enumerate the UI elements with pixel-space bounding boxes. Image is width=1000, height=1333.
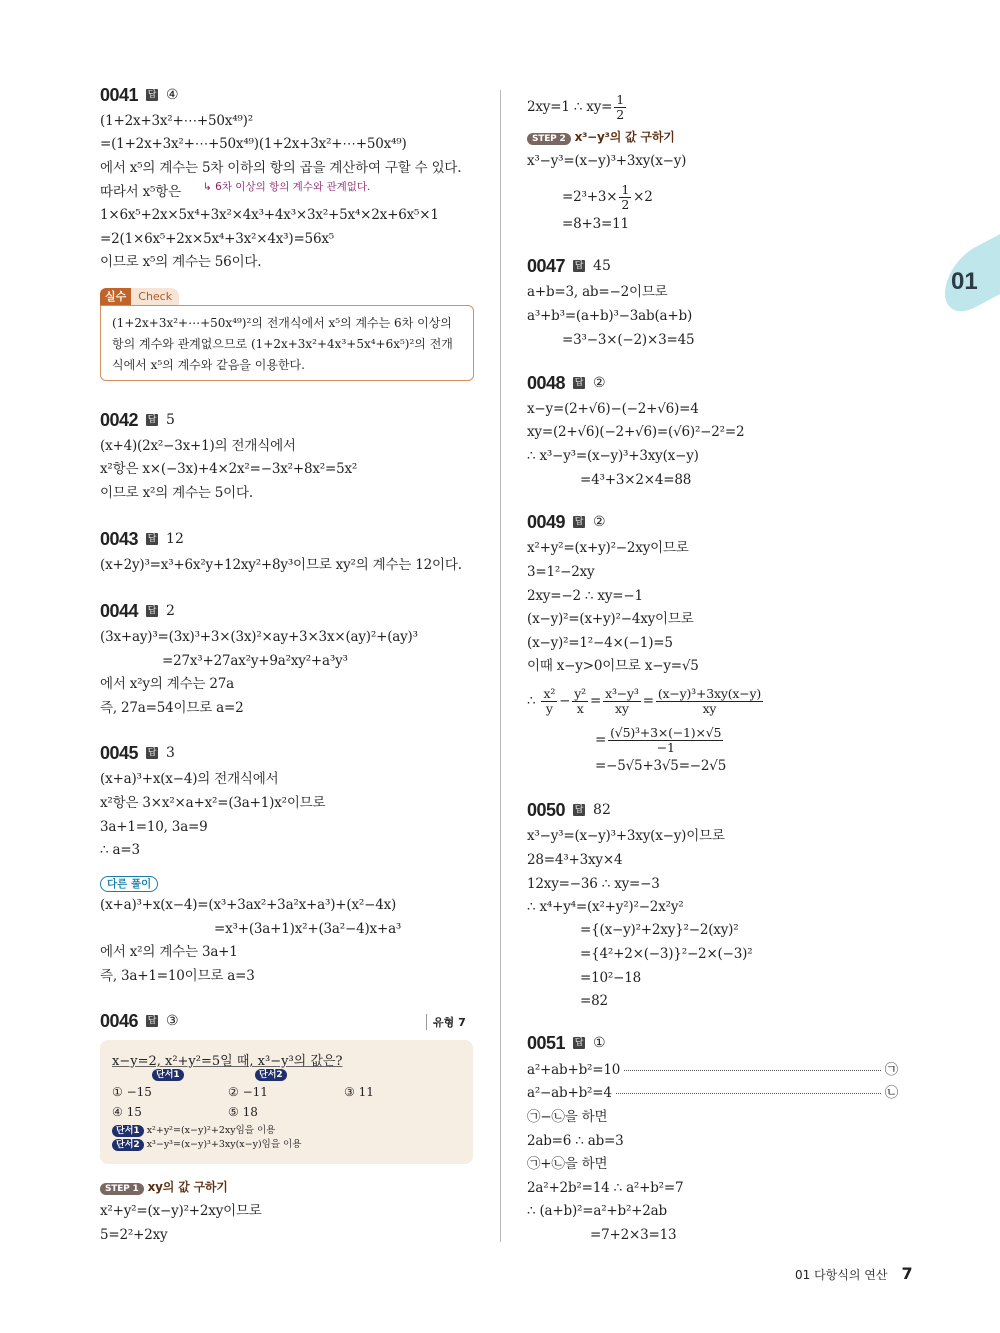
- solution-line: =4³+3×2×4=88: [580, 472, 692, 488]
- fraction: [572, 687, 588, 716]
- solution-line: x−y=(2+√6)−(−2+√6)=4: [527, 401, 699, 417]
- step-title: xy의 값 구하기: [147, 1180, 228, 1194]
- problem-header: [100, 409, 175, 431]
- solution-line: =2(1×6x⁵+2x×5x⁴+3x²×4x³)=56x⁵: [100, 231, 334, 247]
- answer-icon: 답: [574, 517, 584, 527]
- hint-badge: 단서1: [112, 1125, 144, 1137]
- step-badge: STEP 2: [527, 133, 571, 145]
- solution-line: xy=(2+√6)(−2+√6)=(√6)²−2²=2: [527, 424, 745, 440]
- hint-text: x³−y³=(x−y)³+3xy(x−y)임을 이용: [146, 1139, 302, 1150]
- solution-line: ㉠−㉡을 하면: [527, 1109, 608, 1125]
- solution-line: [562, 183, 653, 212]
- answer-icon: 답: [147, 415, 157, 425]
- equation-text: a²+ab+b²=10: [527, 1062, 621, 1078]
- solution-line: 이때 x−y>0이므로 x−y=√5: [527, 658, 699, 674]
- hint-row: [112, 1124, 461, 1138]
- check-box-text: (1+2x+3x²+⋯+50x⁴⁹)²의 전개식에서 x⁵의 계수는 6차 이상의 항의 계수와 관계없으므로 (1+2x+3x²+4x³+5x⁴+6x⁵)²의 전개식에서 x⁵의 계수와 같음을 이용한다.: [100, 305, 474, 381]
- denominator: xy: [615, 701, 629, 716]
- answer-icon: 답: [574, 261, 584, 271]
- solution-line: =10²−18: [580, 970, 641, 986]
- solution-line: 3=1²−2xy: [527, 564, 595, 580]
- problem-box: [100, 1040, 473, 1164]
- answer-value: 5: [166, 412, 175, 428]
- footer-chapter: 01 다항식의 연산: [795, 1268, 888, 1282]
- solution-line: =8+3=11: [562, 216, 629, 232]
- hint-text: x²+y²=(x−y)²+2xy임을 이용: [146, 1125, 276, 1136]
- problem-number: 0050: [527, 799, 566, 820]
- numerator: 1: [616, 92, 625, 107]
- solution-line: 즉, 3a+1=10이므로 a=3: [100, 968, 255, 984]
- math-text: 2xy=1 ∴ xy=: [527, 99, 613, 115]
- solution-line: 3a+1=10, 3a=9: [100, 819, 208, 835]
- solution-line: 1×6x⁵+2x×5x⁴+3x²×4x³+4x³×3x²+5x⁴×2x+6x⁵×1: [100, 207, 439, 223]
- hint-badge: 단서2: [112, 1139, 144, 1151]
- solution-line: (x−y)²=1²−4×(−1)=5: [527, 635, 673, 651]
- fraction: [656, 687, 763, 716]
- problem-number: 0049: [527, 511, 566, 532]
- answer-value: ③: [166, 1013, 179, 1029]
- problem-number: 0045: [100, 742, 139, 763]
- denominator: −1: [656, 740, 675, 755]
- answer-icon: 답: [147, 90, 157, 100]
- solution-line: (x+a)³+x(x−4)=(x³+3ax²+3a²x+a³)+(x²−4x): [100, 897, 397, 913]
- step-heading: [100, 1177, 228, 1197]
- choice-option: ⑤ 18: [228, 1105, 258, 1119]
- column-divider: [500, 90, 501, 1242]
- denominator: 2: [616, 107, 625, 122]
- denominator: y: [545, 701, 553, 716]
- solution-line: ∴ x³−y³=(x−y)³+3xy(x−y): [527, 448, 699, 464]
- choice-option: ② −11: [228, 1085, 268, 1099]
- math-text: −: [559, 693, 571, 709]
- solution-line: [527, 1083, 898, 1103]
- solution-line: 이므로 x⁵의 계수는 56이다.: [100, 254, 262, 270]
- math-text: =: [595, 732, 607, 748]
- solution-line: 5=2²+2xy: [100, 1227, 168, 1243]
- solution-line: 즉, 27a=54이므로 a=2: [100, 700, 244, 716]
- problem-number: 0048: [527, 372, 566, 393]
- problem-number: 0046: [100, 1010, 139, 1031]
- clue-badges: [112, 1069, 461, 1082]
- solution-line: ={(x−y)²+2xy}²−2(xy)²: [580, 922, 739, 938]
- fraction: [614, 93, 626, 122]
- page-number: 7: [901, 1264, 913, 1283]
- problem-number: 0051: [527, 1032, 566, 1053]
- answer-value: ④: [166, 87, 179, 103]
- answer-icon: 답: [574, 1038, 584, 1048]
- solution-line: 2ab=6 ∴ ab=3: [527, 1133, 624, 1149]
- problem-header: [100, 742, 175, 764]
- fraction: [603, 687, 641, 716]
- problem-question: x−y=2, x²+y²=5일 때, x³−y³의 값은?: [112, 1054, 343, 1069]
- problem-number: 0044: [100, 600, 139, 621]
- choice-option: ④ 15: [112, 1105, 142, 1119]
- solution-line: (x−y)²=(x+y)²−4xy이므로: [527, 611, 694, 627]
- solution-line: =7+2×3=13: [590, 1227, 677, 1243]
- problem-number: 0043: [100, 528, 139, 549]
- problem-number: 0047: [527, 255, 566, 276]
- hint-row: [112, 1138, 461, 1152]
- denominator: xy: [702, 701, 717, 716]
- numerator: (√5)³+3×(−1)×√5: [610, 725, 722, 740]
- problem-header: [527, 255, 611, 277]
- equation-text: a²−ab+b²=4: [527, 1085, 612, 1101]
- solution-line: [595, 726, 725, 755]
- solution-line: x²+y²=(x−y)²+2xy이므로: [100, 1203, 262, 1219]
- answer-value: ①: [593, 1035, 606, 1051]
- answer-value: 45: [593, 258, 611, 274]
- solution-line: 2xy=−2 ∴ xy=−1: [527, 588, 643, 604]
- solution-line: =−5√5+3√5=−2√5: [595, 758, 727, 774]
- problem-number: 0042: [100, 409, 139, 430]
- choices: [112, 1082, 461, 1122]
- equation-marker: ㉡: [884, 1085, 899, 1101]
- solution-line: [527, 93, 628, 122]
- problem-number: 0041: [100, 84, 139, 105]
- fraction: [541, 687, 557, 716]
- numerator: x²: [543, 686, 556, 701]
- problem-type-tag: 유형 7: [426, 1014, 466, 1030]
- solution-line: =3³−3×(−2)×3=45: [562, 332, 695, 348]
- math-text: =: [642, 693, 654, 709]
- solution-line: x²항은 3×x²×a+x²=(3a+1)x²이므로: [100, 795, 326, 811]
- answer-value: ②: [593, 375, 606, 391]
- solution-line: ∴ a=3: [100, 842, 140, 858]
- answer-icon: 답: [147, 748, 157, 758]
- solution-line: a+b=3, ab=−2이므로: [527, 284, 668, 300]
- clue-badge: 단서1: [152, 1069, 184, 1081]
- solution-line: ㉠+㉡을 하면: [527, 1156, 608, 1172]
- answer-value: 12: [166, 531, 184, 547]
- problem-header: [100, 600, 175, 622]
- page-footer: [795, 1264, 913, 1283]
- denominator: 2: [621, 197, 630, 212]
- solution-line: (1+2x+3x²+⋯+50x⁴⁹)²: [100, 113, 253, 129]
- solution-line: 이므로 x²의 계수는 5이다.: [100, 485, 253, 501]
- math-text: ×2: [633, 189, 653, 205]
- check-tag: 실수: [100, 288, 131, 305]
- answer-icon: 답: [147, 606, 157, 616]
- choice-option: ① −15: [112, 1085, 152, 1099]
- check-label: Check: [131, 288, 179, 305]
- solution-line: =x³+(3a+1)x²+(3a²−4)x+a³: [214, 921, 402, 937]
- solution-line: ={4²+2×(−3)}²−2×(−3)²: [580, 946, 753, 962]
- step-badge: STEP 1: [100, 1183, 144, 1195]
- problem-header: [527, 1032, 606, 1054]
- answer-icon: 답: [574, 805, 584, 815]
- problem-header: [527, 372, 606, 394]
- answer-value: ②: [593, 514, 606, 530]
- answer-value: 82: [593, 802, 611, 818]
- step-title: x³−y³의 값 구하기: [574, 130, 675, 144]
- solution-line: x³−y³=(x−y)³+3xy(x−y): [527, 153, 687, 169]
- choice-option: ③ 11: [344, 1085, 374, 1099]
- solution-line: [527, 1060, 898, 1080]
- equation-marker: ㉠: [884, 1062, 898, 1078]
- clue-badge: 단서2: [255, 1069, 287, 1081]
- solution-line: [527, 687, 765, 716]
- numerator: 1: [621, 182, 630, 197]
- math-text: =2³+3×: [562, 189, 618, 205]
- solution-line: (3x+ay)³=(3x)³+3×(3x)²×ay+3×3x×(ay)²+(ay)³: [100, 629, 418, 645]
- answer-value: 3: [166, 745, 175, 761]
- dotted-leader: [624, 1070, 881, 1071]
- check-tab: [100, 288, 179, 305]
- hints: [112, 1124, 461, 1152]
- denominator: x: [576, 701, 584, 716]
- fraction: [619, 183, 631, 212]
- solution-line: 따라서 x⁵항은: [100, 184, 181, 200]
- solution-line: ∴ x⁴+y⁴=(x²+y²)²−2x²y²: [527, 899, 684, 915]
- answer-icon: 답: [147, 1016, 157, 1026]
- solution-line: x³−y³=(x−y)³+3xy(x−y)이므로: [527, 828, 725, 844]
- chapter-side-tab-label: 01: [951, 268, 978, 295]
- answer-icon: 답: [147, 534, 157, 544]
- annotation-note: ↳ 6차 이상의 항의 계수와 관계없다.: [203, 181, 371, 193]
- solution-line: =27x³+27ax²y+9a²xy²+a³y³: [162, 653, 348, 669]
- solution-line: ∴ (a+b)²=a²+b²+2ab: [527, 1203, 667, 1219]
- math-text: =: [589, 693, 602, 709]
- solution-line: 에서 x⁵의 계수는 5차 이하의 항의 곱을 계산하여 구할 수 있다.: [100, 160, 462, 176]
- solution-line: 28=4³+3xy×4: [527, 852, 623, 868]
- answer-value: 2: [166, 603, 175, 619]
- problem-header: [527, 511, 606, 533]
- problem-header: [100, 1010, 179, 1032]
- solution-line: a³+b³=(a+b)³−3ab(a+b): [527, 308, 693, 324]
- alternative-solution-tag: 다른 풀이: [100, 876, 158, 892]
- numerator: x³−y³: [605, 686, 639, 701]
- solution-line: 에서 x²y의 계수는 27a: [100, 676, 234, 692]
- numerator: (x−y)³+3xy(x−y): [657, 686, 762, 701]
- solution-line: (x+a)³+x(x−4)의 전개식에서: [100, 771, 279, 787]
- problem-header: [527, 799, 611, 821]
- solution-line: 에서 x²의 계수는 3a+1: [100, 944, 238, 960]
- fraction: [608, 726, 723, 755]
- problem-header: [100, 84, 179, 106]
- solution-line: =82: [580, 993, 608, 1009]
- numerator: y²: [574, 686, 586, 701]
- solution-line: 12xy=−36 ∴ xy=−3: [527, 876, 660, 892]
- step-heading: [527, 127, 675, 147]
- answer-icon: 답: [574, 378, 584, 388]
- math-text: ∴: [527, 693, 540, 709]
- solution-line: 2a²+2b²=14 ∴ a²+b²=7: [527, 1180, 684, 1196]
- dotted-leader: [616, 1093, 881, 1094]
- solution-line: x²+y²=(x+y)²−2xy이므로: [527, 540, 689, 556]
- solution-line: (x+4)(2x²−3x+1)의 전개식에서: [100, 438, 296, 454]
- problem-header: [100, 528, 184, 550]
- solution-line: x²항은 x×(−3x)+4×2x²=−3x²+8x²=5x²: [100, 461, 358, 477]
- solution-line: (x+2y)³=x³+6x²y+12xy²+8y³이므로 xy²의 계수는 12이다.: [100, 557, 462, 573]
- solution-line: =(1+2x+3x²+⋯+50x⁴⁹)(1+2x+3x²+⋯+50x⁴⁹): [100, 136, 407, 152]
